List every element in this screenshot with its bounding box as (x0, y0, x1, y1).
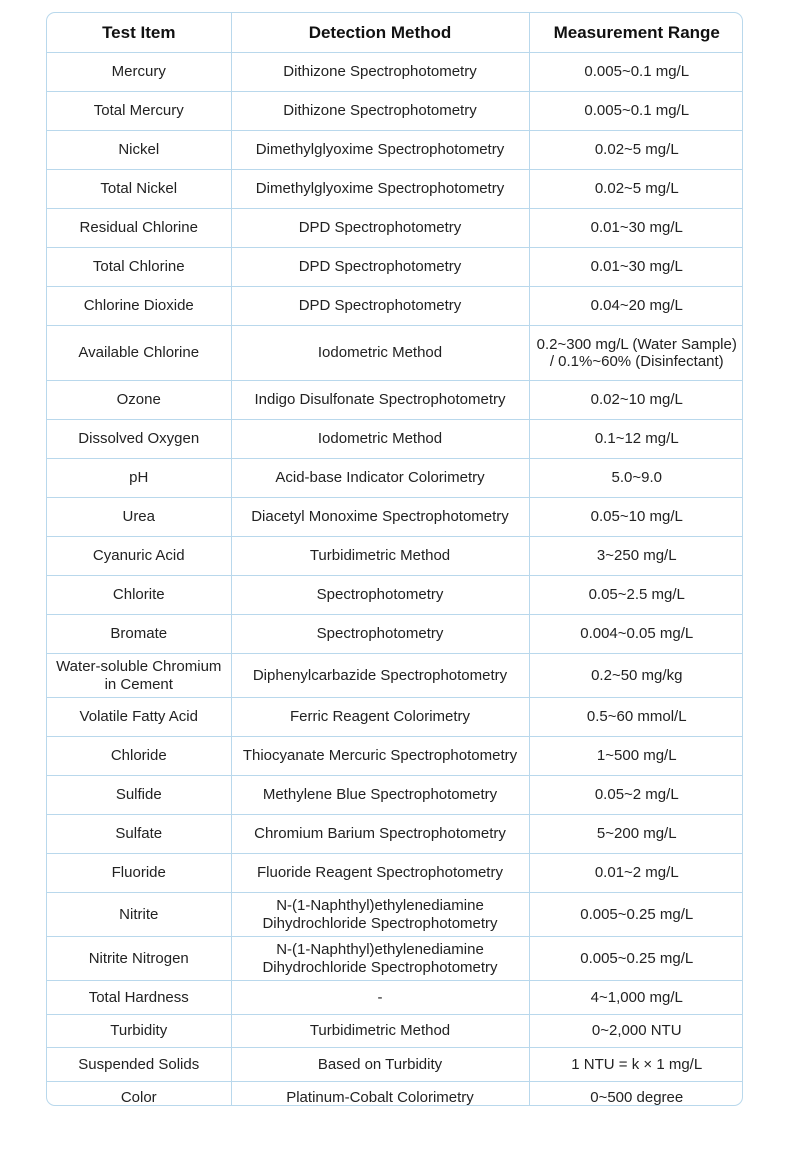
test-item-cell: Urea (47, 498, 231, 537)
detection-method-cell: Spectrophotometry (231, 615, 529, 654)
measurement-range-cell: 0.005~0.25 mg/L (529, 893, 743, 937)
table-row (47, 459, 743, 498)
detection-method-cell: N-(1-Naphthyl)ethylenediamine Dihydrochloride Spectrophotometry (231, 937, 529, 981)
table-row (47, 131, 743, 170)
detection-method-cell: Iodometric Method (231, 420, 529, 459)
table-row (47, 981, 743, 1015)
test-item-cell: Turbidity (47, 1014, 231, 1048)
test-item-cell: Chlorine Dioxide (47, 287, 231, 326)
table-row (47, 209, 743, 248)
detection-method-cell: Platinum-Cobalt Colorimetry (231, 1081, 529, 1106)
measurement-range-cell: 0.05~10 mg/L (529, 498, 743, 537)
measurement-range-cell: 0.02~5 mg/L (529, 131, 743, 170)
test-item-cell: Color (47, 1081, 231, 1106)
table-row (47, 893, 743, 937)
test-item-cell: Chloride (47, 737, 231, 776)
measurement-range-cell: 0.01~2 mg/L (529, 854, 743, 893)
measurement-range-cell: 0.004~0.05 mg/L (529, 615, 743, 654)
specification-table-frame (46, 12, 743, 1106)
test-item-cell: Ozone (47, 381, 231, 420)
detection-method-cell: Dithizone Spectrophotometry (231, 92, 529, 131)
table-row (47, 248, 743, 287)
table-row (47, 737, 743, 776)
detection-method-cell: DPD Spectrophotometry (231, 209, 529, 248)
table-row (47, 498, 743, 537)
test-item-cell: Total Hardness (47, 981, 231, 1015)
detection-method-cell: Thiocyanate Mercuric Spectrophotometry (231, 737, 529, 776)
detection-method-cell: Ferric Reagent Colorimetry (231, 698, 529, 737)
detection-method-cell: Spectrophotometry (231, 576, 529, 615)
table-row (47, 1081, 743, 1106)
test-item-cell: Water-soluble Chromium in Cement (47, 654, 231, 698)
measurement-range-cell: 0.005~0.1 mg/L (529, 92, 743, 131)
measurement-range-cell: 0.02~5 mg/L (529, 170, 743, 209)
detection-method-cell: Turbidimetric Method (231, 1014, 529, 1048)
table-row (47, 537, 743, 576)
table-row (47, 170, 743, 209)
test-item-cell: Chlorite (47, 576, 231, 615)
detection-method-cell: Iodometric Method (231, 326, 529, 381)
detection-method-cell: Dimethylglyoxime Spectrophotometry (231, 170, 529, 209)
header-test-item: Test Item (47, 13, 231, 53)
measurement-range-cell: 0.2~300 mg/L (Water Sample) / 0.1%~60% (Disinfectant) (529, 326, 743, 381)
detection-method-cell: DPD Spectrophotometry (231, 287, 529, 326)
table-header-row (47, 13, 743, 53)
measurement-range-cell: 5.0~9.0 (529, 459, 743, 498)
table-row (47, 815, 743, 854)
header-detection-method: Detection Method (231, 13, 529, 53)
table-row (47, 776, 743, 815)
measurement-range-cell: 0.1~12 mg/L (529, 420, 743, 459)
table-row (47, 381, 743, 420)
detection-method-cell: Diacetyl Monoxime Spectrophotometry (231, 498, 529, 537)
measurement-range-cell: 1 NTU = k × 1 mg/L (529, 1048, 743, 1082)
table-row (47, 654, 743, 698)
detection-method-cell: - (231, 981, 529, 1015)
measurement-range-cell: 4~1,000 mg/L (529, 981, 743, 1015)
detection-method-cell: Dithizone Spectrophotometry (231, 53, 529, 92)
test-item-cell: Total Mercury (47, 92, 231, 131)
test-item-cell: Suspended Solids (47, 1048, 231, 1082)
measurement-range-cell: 0.04~20 mg/L (529, 287, 743, 326)
table-row (47, 287, 743, 326)
measurement-range-cell: 0.5~60 mmol/L (529, 698, 743, 737)
specification-table (47, 13, 743, 1106)
test-item-cell: Total Nickel (47, 170, 231, 209)
measurement-range-cell: 0.005~0.1 mg/L (529, 53, 743, 92)
test-item-cell: Bromate (47, 615, 231, 654)
detection-method-cell: Dimethylglyoxime Spectrophotometry (231, 131, 529, 170)
table-row (47, 53, 743, 92)
measurement-range-cell: 0.05~2 mg/L (529, 776, 743, 815)
table-row (47, 420, 743, 459)
test-item-cell: Total Chlorine (47, 248, 231, 287)
table-row (47, 854, 743, 893)
test-item-cell: pH (47, 459, 231, 498)
test-item-cell: Sulfate (47, 815, 231, 854)
test-item-cell: Mercury (47, 53, 231, 92)
measurement-range-cell: 5~200 mg/L (529, 815, 743, 854)
test-item-cell: Sulfide (47, 776, 231, 815)
measurement-range-cell: 0~500 degree (590, 1089, 684, 1106)
detection-method-cell: Indigo Disulfonate Spectrophotometry (231, 381, 529, 420)
table-row (47, 326, 743, 381)
detection-method-cell: Fluoride Reagent Spectrophotometry (231, 854, 529, 893)
test-item-cell: Nickel (47, 131, 231, 170)
test-item-cell: Nitrite Nitrogen (47, 937, 231, 981)
test-item-cell: Cyanuric Acid (47, 537, 231, 576)
table-row (47, 576, 743, 615)
measurement-range-cell: 0~2,000 NTU (529, 1014, 743, 1048)
table-row (47, 92, 743, 131)
table-row (47, 1048, 743, 1082)
detection-method-cell: N-(1-Naphthyl)ethylenediamine Dihydrochloride Spectrophotometry (231, 893, 529, 937)
header-measurement-range: Measurement Range (529, 13, 743, 53)
detection-method-cell: Diphenylcarbazide Spectrophotometry (231, 654, 529, 698)
measurement-range-cell: 0.01~30 mg/L (529, 248, 743, 287)
detection-method-cell: Methylene Blue Spectrophotometry (231, 776, 529, 815)
detection-method-cell: Acid-base Indicator Colorimetry (231, 459, 529, 498)
test-item-cell: Fluoride (47, 854, 231, 893)
measurement-range-cell: 0.02~10 mg/L (529, 381, 743, 420)
detection-method-cell: DPD Spectrophotometry (231, 248, 529, 287)
test-item-cell: Nitrite (47, 893, 231, 937)
table-row (47, 698, 743, 737)
detection-method-cell: Based on Turbidity (231, 1048, 529, 1082)
measurement-range-cell: 1~500 mg/L (529, 737, 743, 776)
test-item-cell: Residual Chlorine (47, 209, 231, 248)
table-row (47, 1014, 743, 1048)
test-item-cell: Dissolved Oxygen (47, 420, 231, 459)
measurement-range-cell: 0.05~2.5 mg/L (529, 576, 743, 615)
measurement-range-cell: 0.005~0.25 mg/L (529, 937, 743, 981)
measurement-range-cell: 0.2~50 mg/kg (529, 654, 743, 698)
test-item-cell: Available Chlorine (47, 326, 231, 381)
table-row (47, 937, 743, 981)
detection-method-cell: Chromium Barium Spectrophotometry (231, 815, 529, 854)
test-item-cell: Volatile Fatty Acid (47, 698, 231, 737)
detection-method-cell: Turbidimetric Method (231, 537, 529, 576)
table-row (47, 615, 743, 654)
measurement-range-cell: 3~250 mg/L (529, 537, 743, 576)
measurement-range-cell: 0.01~30 mg/L (529, 209, 743, 248)
